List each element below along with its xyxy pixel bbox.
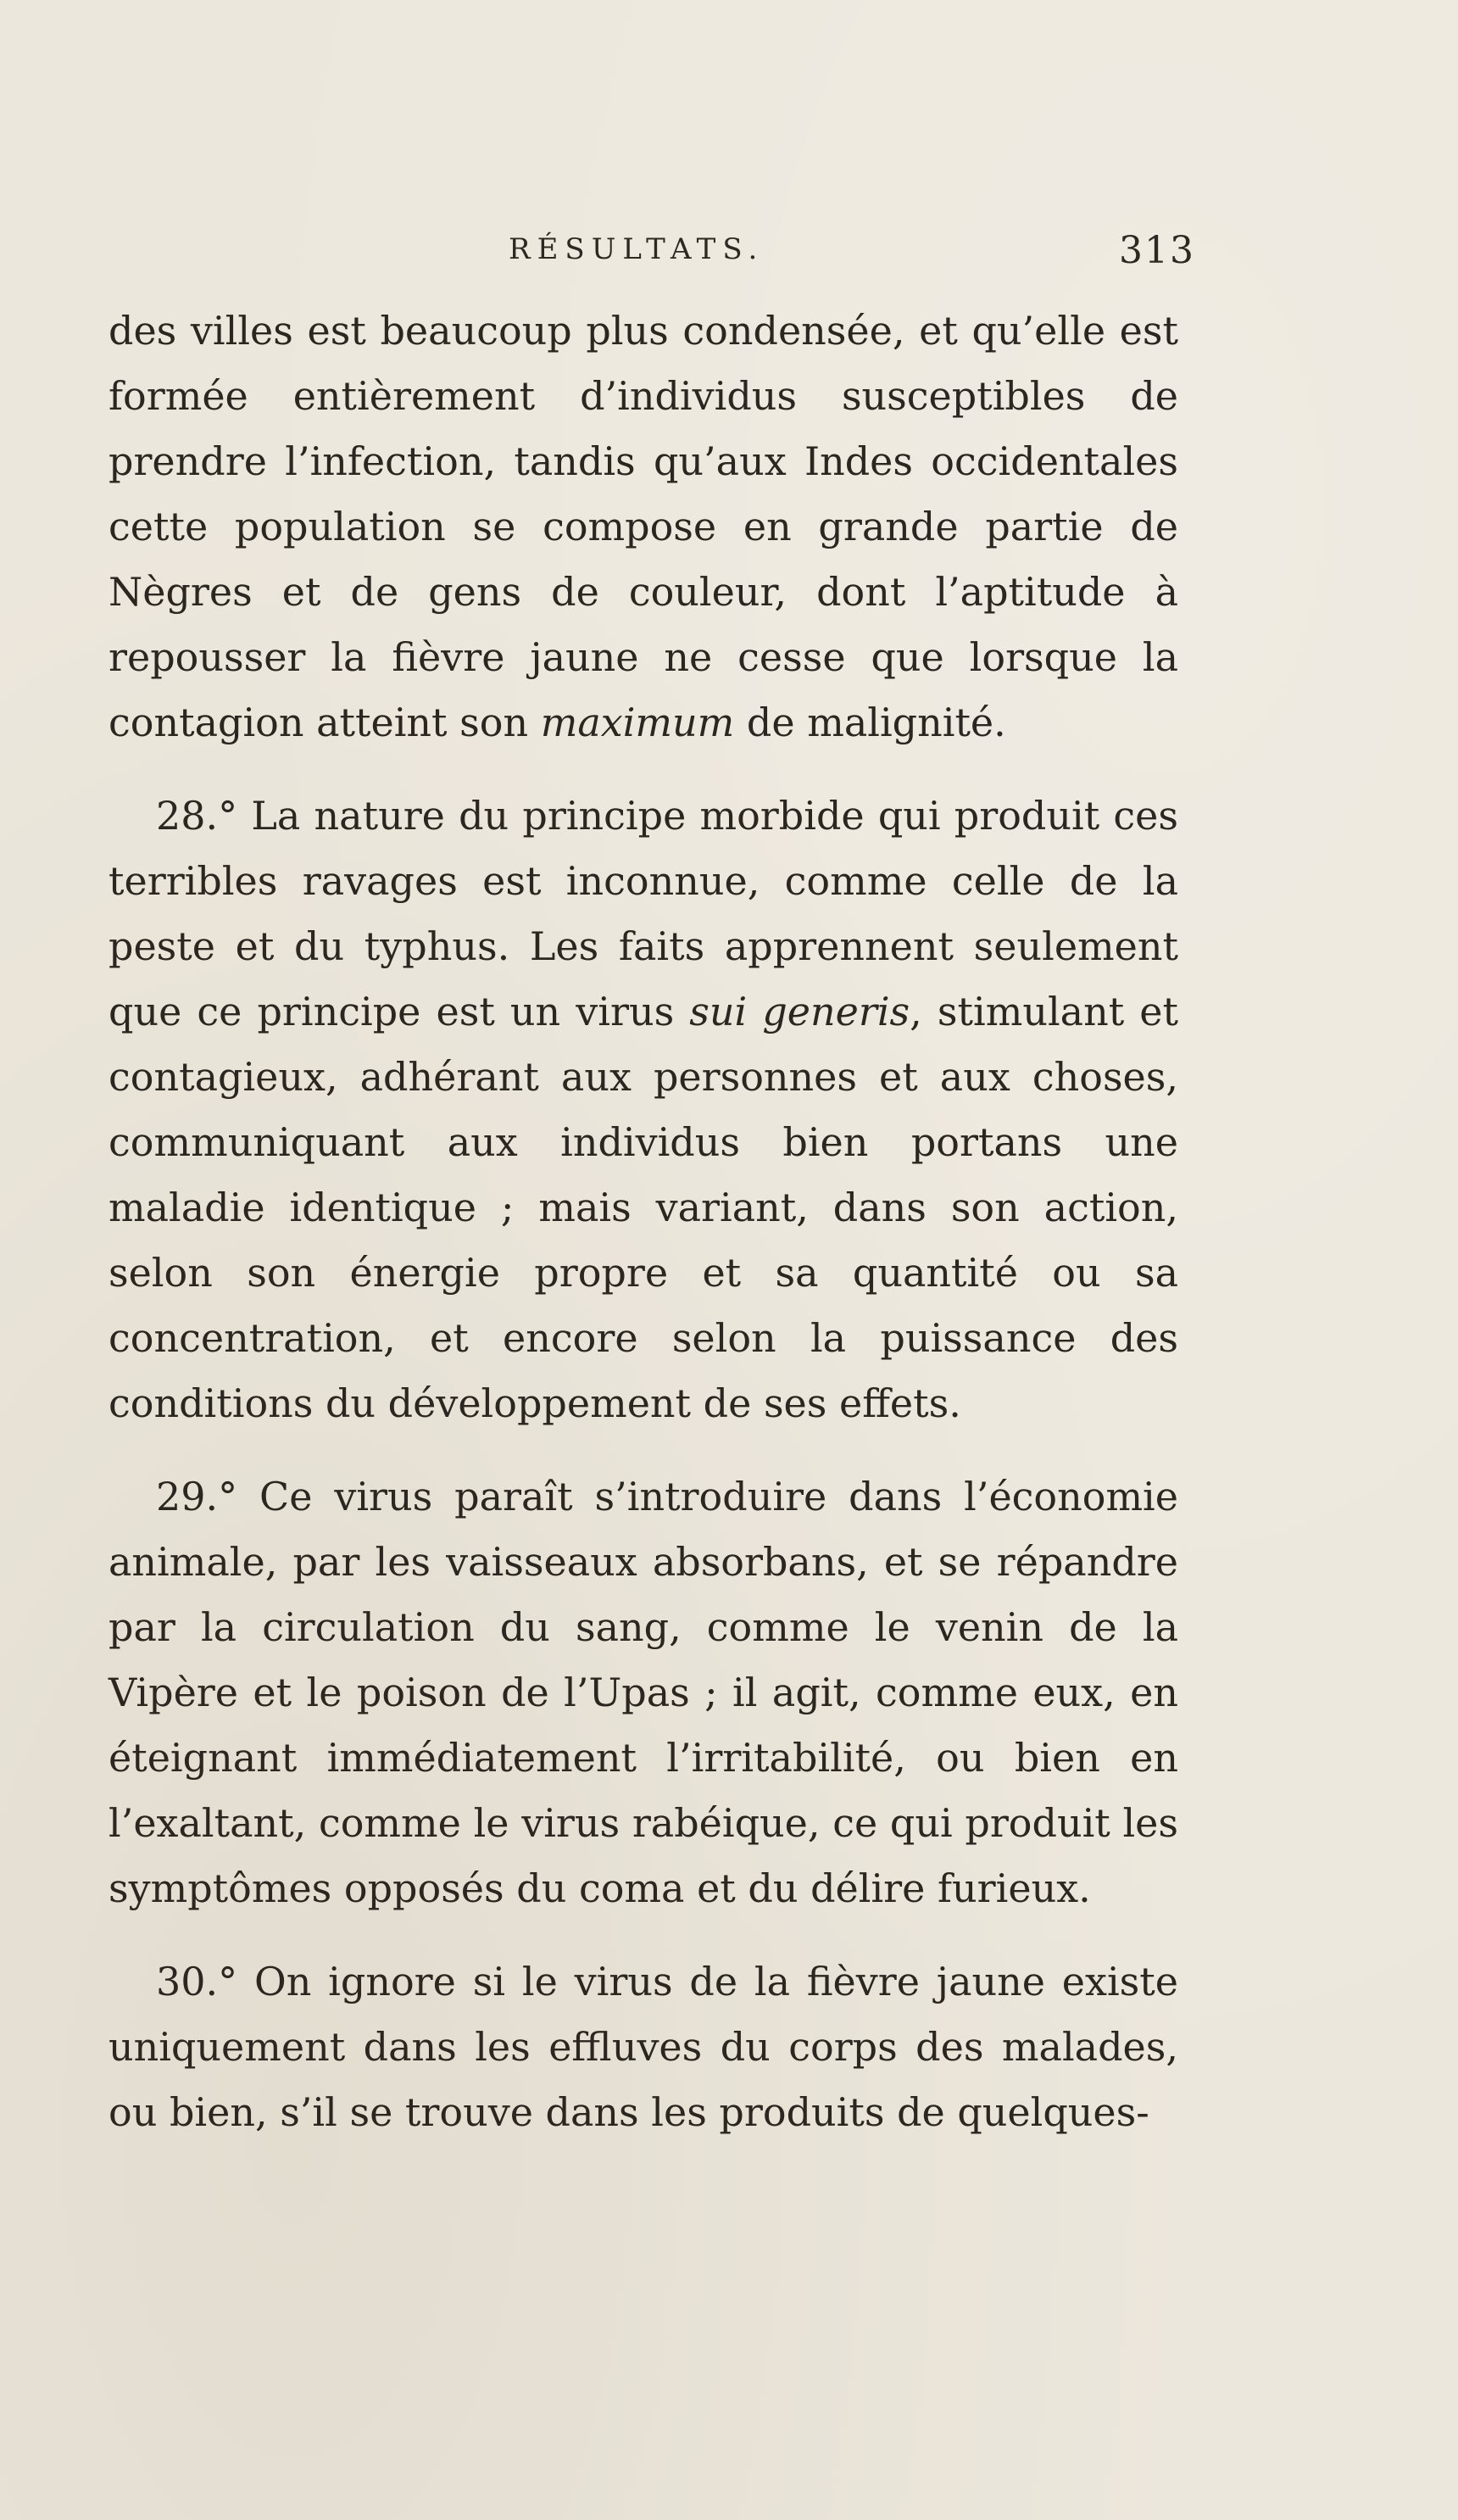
paragraph-28 — [109, 783, 1178, 1436]
paragraph-text: des villes est beaucoup plus condensée, et qu’elle est formée entièrement d’individus susceptibles de prendre l’infection, tandis qu’aux Indes occidentales cette population se compose en grande partie de Nègres et de gens de couleur, dont l’aptitude à repousser la fièvre jaune ne cesse que lorsque la contagion atteint son — [109, 308, 1178, 745]
paragraph-continued — [109, 298, 1178, 755]
paragraph-text: 28.° La nature du principe morbide qui produit ces terribles ravages est inconnue, comme celle de la peste et du typhus. Les faits apprennent seulement que ce principe est un virus — [109, 793, 1178, 1034]
paragraph-text: 29.° Ce virus paraît s’introduire dans l’économie animale, par les vaisseaux absorbans, et se répandre par la circulation du sang, comme le venin de la Vipère et le poison de l’Upas ; il agit, comme eux, en éteignant immédiatement l’irritabilité, ou bien en l’exaltant, comme le virus rabéique, ce qui produit les symptômes opposés du coma et du délire furieux. — [109, 1474, 1178, 1911]
paragraph-text: 30.° On ignore si le virus de la fièvre jaune existe uniquement dans les effluves du corps des malades, ou bien, s’il se trouve dans les produits de quelques- — [109, 1959, 1178, 2135]
italic-term: sui generis — [689, 989, 910, 1034]
paragraph-30 — [109, 1949, 1178, 2145]
body-text — [109, 298, 1178, 2145]
running-head: RÉSULTATS. — [509, 232, 765, 266]
page-number: 313 — [1119, 229, 1195, 272]
paragraph-29 — [109, 1464, 1178, 1921]
paragraph-text: , stimulant et contagieux, adhérant aux personnes et aux choses, communiquant aux individus bien portans une maladie identique ; mais variant, dans son action, selon son énergie propre et sa quantité ou sa concentration, et encore selon la puissance des conditions du développement de ses effets. — [109, 989, 1178, 1426]
italic-term: maximum — [540, 700, 735, 745]
page-header — [110, 229, 1195, 280]
paragraph-text: de malignité. — [734, 700, 1006, 745]
